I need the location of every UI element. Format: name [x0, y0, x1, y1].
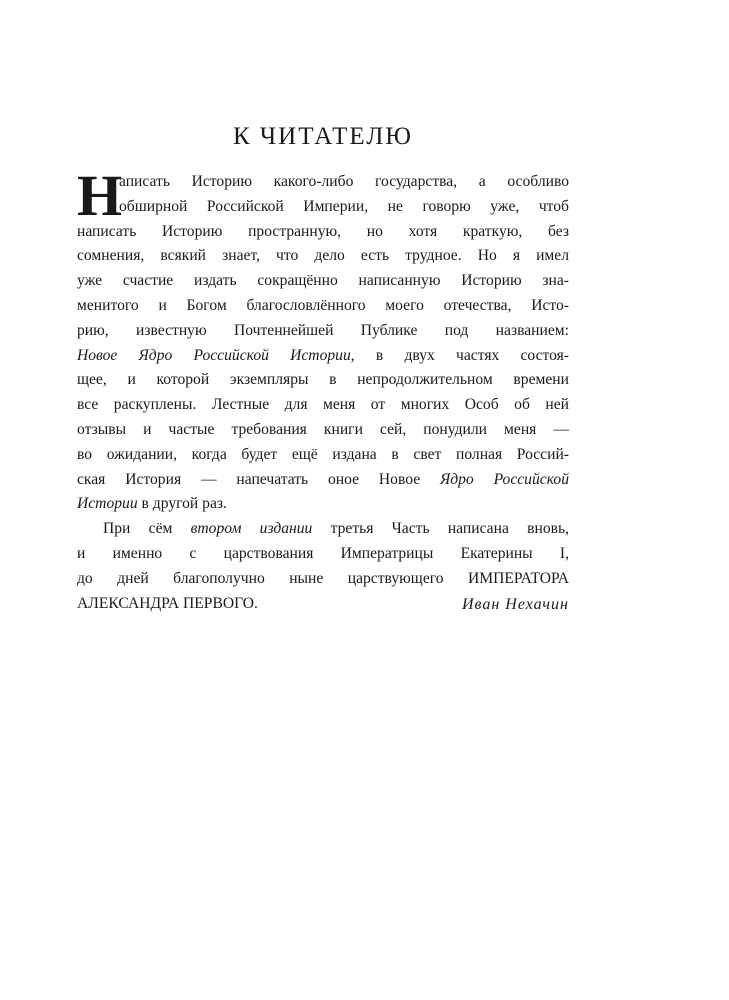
text-line: все раскуплены. Лестные для меня от многих Особ об ней — [77, 396, 569, 414]
drop-cap: Н — [77, 163, 123, 228]
text-line: рию, известную Почтеннейшей Публике под названием: — [77, 321, 569, 339]
italic-title: Истории — [77, 495, 138, 513]
text-line — [77, 492, 569, 517]
text-line: менитого и Богом благословлённого моего отечества, Исто- — [77, 296, 569, 314]
text-line: обширной Российской Империи, не говорю уже, чтоб — [119, 197, 569, 215]
text-line — [77, 468, 569, 493]
text-fragment: в другой раз. — [137, 495, 227, 513]
text-line: до дней благополучно ныне царствующего ИМПЕРАТОРА — [77, 569, 569, 587]
text-fragment: ская История — напечатать оное Новое — [77, 470, 440, 488]
italic-title: Ядро Российской — [440, 470, 569, 488]
text-line: щее, и которой экземпляры в непродолжительном времени — [77, 371, 569, 389]
text-line — [77, 517, 569, 542]
text-line: во ожидании, когда будет ещё издана в свет полная Россий- — [77, 445, 569, 463]
text-line: аписать Историю какого-либо государства, а особливо — [119, 173, 569, 190]
text-line: написать Историю пространную, но хотя краткую, без — [77, 222, 569, 240]
text-line: сомнения, всякий знает, что дело есть трудное. Но я имел — [77, 247, 569, 265]
text-line — [77, 344, 569, 369]
foreword-text — [77, 163, 570, 616]
page-title: К ЧИТАТЕЛЮ — [233, 123, 413, 150]
text-fragment: , в двух частях состоя- — [350, 346, 570, 364]
italic-phrase: втором издании — [190, 520, 313, 538]
text-line: уже счастие издать сокращённо написанную Историю зна- — [77, 272, 569, 290]
text-line: и именно с царствования Императрицы Екатерины I, — [77, 544, 569, 562]
author-signature: Иван Нехачин — [461, 596, 569, 613]
italic-title: Новое Ядро Российской Истории — [77, 346, 351, 364]
text-fragment: При сём — [103, 520, 191, 538]
text-line: отзывы и частые требования книги сей, понудили меня — — [77, 420, 569, 438]
text-fragment: третья Часть написана вновь, — [312, 520, 569, 538]
text-line: АЛЕКСАНДРА ПЕРВОГО. — [77, 594, 258, 612]
